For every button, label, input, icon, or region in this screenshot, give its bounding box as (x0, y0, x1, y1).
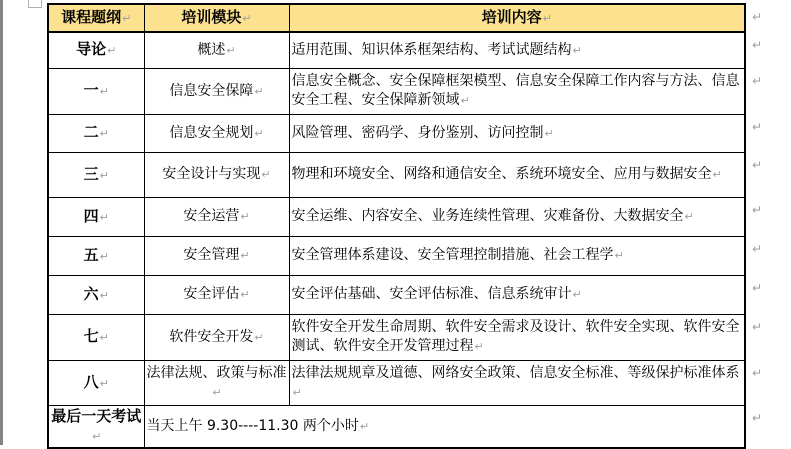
content-cell[interactable]: 安全评估基础、安全评估标准、信息系统审计↵ ↵ (289, 275, 745, 314)
table-row (48, 152, 745, 197)
outline-cell[interactable]: 导论↵ (48, 32, 144, 68)
content-cell[interactable]: 信息安全概念、安全保障框架模型、信息安全保障工作内容与方法、信息安全工程、安全保障新领域↵ ↵ (289, 68, 745, 114)
paragraph-mark-icon: ↵ (99, 249, 109, 263)
end-of-row-mark-icon: ↵ (751, 157, 762, 172)
table-row (48, 314, 745, 360)
paragraph-mark-icon: ↵ (572, 43, 582, 57)
paragraph-mark-icon: ↵ (99, 331, 109, 344)
paragraph-mark-icon: ↵ (254, 330, 264, 344)
paragraph-mark-icon: ↵ (212, 385, 222, 399)
table-row (48, 360, 745, 405)
content-cell[interactable]: 风险管理、密码学、身份鉴别、访问控制↵ ↵ (289, 114, 745, 152)
header-label: 培训模块 (181, 8, 242, 26)
outline-cell[interactable]: 二↵ (48, 114, 144, 152)
content-cell[interactable]: 软件安全开发生命周期、软件安全需求及设计、软件安全实现、软件安全测试、软件安全开发管理过程↵ ↵ (289, 314, 745, 360)
end-of-row-mark-icon: ↵ (751, 10, 762, 24)
exam-row (48, 405, 745, 448)
paragraph-mark-icon: ↵ (122, 12, 132, 25)
content-cell[interactable]: 安全运维、内容安全、业务连续性管理、灾难备份、大数据安全↵ ↵ (289, 197, 745, 236)
paragraph-mark-icon: ↵ (572, 288, 582, 301)
exam-outline-cell[interactable]: 最后一天考试↵ (48, 405, 144, 448)
paragraph-mark-icon: ↵ (712, 168, 722, 181)
paragraph-mark-icon: ↵ (684, 210, 694, 223)
content-cell[interactable]: 物理和环境安全、网络和通信安全、系统环境安全、应用与数据安全↵ ↵ (289, 152, 745, 197)
module-cell[interactable]: 安全设计与实现↵ (144, 152, 289, 197)
paragraph-mark-icon: ↵ (99, 210, 109, 224)
content-cell[interactable]: 安全管理体系建设、安全管理控制措施、社会工程学↵ ↵ (289, 236, 745, 275)
paragraph-mark-icon: ↵ (240, 210, 250, 223)
header-training-module[interactable] (144, 4, 289, 32)
outline-cell[interactable]: 四↵ (48, 197, 144, 236)
paragraph-mark-icon: ↵ (99, 376, 109, 390)
header-course-outline[interactable] (48, 4, 144, 32)
paragraph-mark-icon: ↵ (99, 168, 109, 182)
paragraph-mark-icon: ↵ (92, 429, 102, 443)
module-cell[interactable]: 软件安全开发↵ (144, 314, 289, 360)
module-cell[interactable]: 信息安全保障↵ (144, 68, 289, 114)
paragraph-mark-icon: ↵ (107, 44, 117, 58)
end-of-row-mark-icon: ↵ (751, 410, 762, 425)
module-cell[interactable]: 安全运营↵ (144, 197, 289, 236)
table-row (48, 114, 745, 152)
paragraph-mark-icon: ↵ (544, 126, 554, 140)
paragraph-mark-icon: ↵ (226, 43, 236, 57)
paragraph-mark-icon: ↵ (242, 12, 252, 25)
paragraph-mark-icon: ↵ (292, 385, 302, 399)
table-row (48, 32, 745, 68)
header-row (48, 4, 745, 32)
module-cell[interactable]: 法律法规、政策与标准↵ (144, 360, 289, 405)
paragraph-mark-icon: ↵ (460, 94, 470, 107)
paragraph-mark-icon: ↵ (261, 168, 271, 181)
content-cell[interactable]: 法律法规规章及道德、网络安全政策、信息安全标准、等级保护标准体系↵ ↵ (289, 360, 745, 405)
page-edge-strip (0, 0, 3, 445)
paragraph-mark-icon: ↵ (99, 85, 109, 98)
paragraph-mark-icon: ↵ (542, 12, 552, 25)
paragraph-mark-icon: ↵ (240, 249, 250, 262)
end-of-row-mark-icon: ↵ (751, 119, 762, 134)
table-row (48, 197, 745, 236)
outline-cell[interactable]: 五↵ (48, 236, 144, 275)
header-label: 课程题纲 (61, 8, 122, 26)
paragraph-mark-icon: ↵ (474, 340, 484, 353)
header-training-content[interactable] (289, 4, 762, 32)
end-of-row-mark-icon: ↵ (751, 319, 762, 334)
outline-cell[interactable]: 三↵ (48, 152, 144, 197)
end-of-row-mark-icon: ↵ (751, 280, 762, 295)
exam-content-cell[interactable]: 当天上午 9.30----11.30 两个小时↵ ↵ (144, 405, 745, 448)
paragraph-mark-icon: ↵ (614, 249, 624, 262)
outline-cell[interactable]: 六↵ (48, 275, 144, 314)
module-cell[interactable]: 安全评估↵ (144, 275, 289, 314)
paragraph-mark-icon: ↵ (99, 288, 109, 302)
paragraph-mark-icon: ↵ (254, 126, 264, 140)
end-of-row-mark-icon: ↵ (751, 365, 762, 380)
end-of-row-mark-icon: ↵ (751, 38, 762, 52)
paragraph-mark-icon: ↵ (240, 288, 250, 301)
table-move-handle[interactable] (28, 0, 42, 8)
table-row (48, 236, 745, 275)
header-label: 培训内容 (481, 8, 542, 26)
paragraph-mark-icon: ↵ (99, 127, 109, 140)
paragraph-mark-icon: ↵ (359, 419, 370, 433)
content-cell[interactable]: 适用范围、知识体系框架结构、考试试题结构↵ ↵ (289, 32, 745, 68)
course-outline-table (47, 3, 762, 449)
outline-cell[interactable]: 八↵ (48, 360, 144, 405)
module-cell[interactable]: 信息安全规划↵ (144, 114, 289, 152)
end-of-row-mark-icon: ↵ (751, 241, 762, 256)
module-cell[interactable]: 概述↵ (144, 32, 289, 68)
course-outline-table-wrap (47, 3, 762, 449)
table-row (48, 275, 745, 314)
module-cell[interactable]: 安全管理↵ (144, 236, 289, 275)
end-of-row-mark-icon: ↵ (751, 73, 762, 88)
table-row (48, 68, 745, 114)
end-of-row-mark-icon: ↵ (751, 202, 762, 217)
outline-cell[interactable]: 一↵ (48, 68, 144, 114)
paragraph-mark-icon: ↵ (254, 84, 264, 98)
outline-cell[interactable]: 七↵ (48, 314, 144, 360)
